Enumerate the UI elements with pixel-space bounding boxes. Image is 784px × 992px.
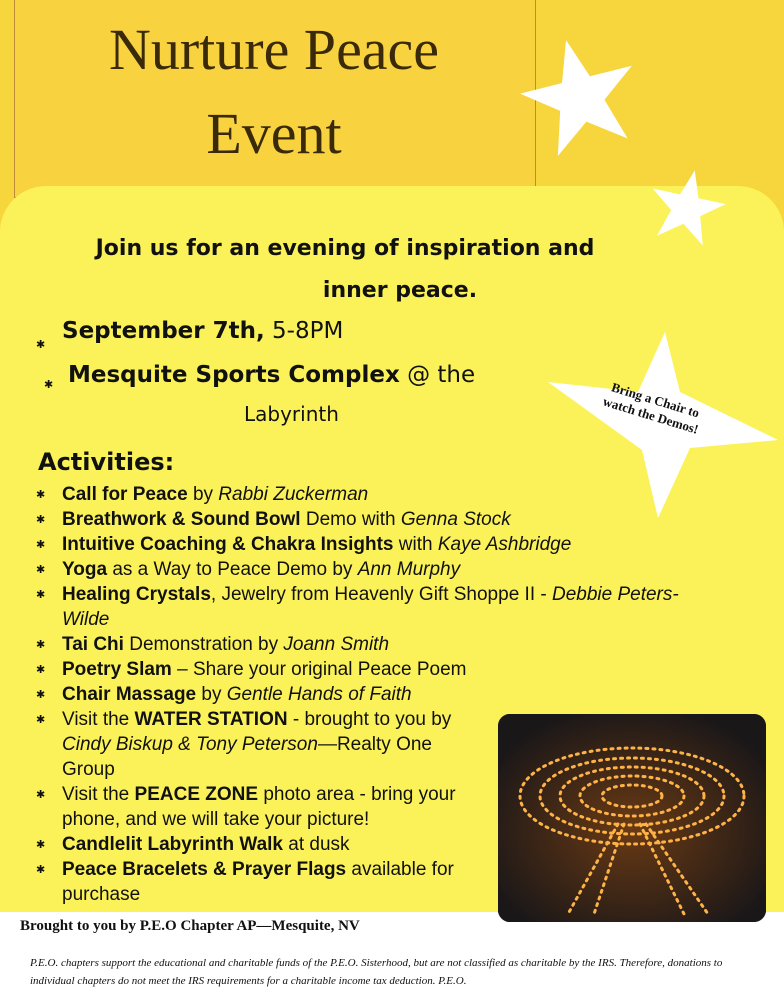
chair-note: Bring a Chair to watch the Demos! — [601, 379, 702, 437]
small-star-icon — [648, 168, 726, 246]
activity-bold: Yoga — [62, 559, 108, 580]
fine-print: P.E.O. chapters support the educational and charitable funds of the P.E.O. Sisterhood, but are not classified as charitable by the IRS. Therefore, donations to individual chapters do not meet the IRS requirements for a charitable income tax deduction. P.E.O. — [30, 957, 723, 987]
event-date — [62, 318, 343, 344]
activity-suffix: —Realty One Group — [62, 734, 432, 780]
event-location — [68, 362, 475, 388]
activity-item — [36, 482, 736, 507]
bullet-icon: ✱ — [36, 589, 46, 601]
candlelit-labyrinth-photo — [498, 714, 766, 922]
activity-person: Gentle Hands of Faith — [226, 684, 412, 705]
brought-by-line: Brought to you by P.E.O Chapter AP—Mesquite, NV — [20, 918, 360, 934]
bullet-icon: ✱ — [36, 789, 46, 801]
activity-text: photo area - bring your phone, and we will take your picture! — [62, 784, 456, 830]
bullet-icon: ✱ — [36, 664, 46, 676]
activity-text: - brought to you by — [287, 709, 452, 730]
intro-line-1: Join us for an evening of inspiration and — [95, 236, 595, 261]
activity-text: with — [393, 534, 438, 555]
activity-item — [36, 682, 736, 707]
activity-bold: Healing Crystals — [62, 584, 211, 605]
activity-person: Ann Murphy — [357, 559, 461, 580]
bullet-icon: ✱ — [36, 564, 46, 576]
title-line-2: Event — [206, 101, 342, 166]
activity-bold: WATER STATION — [134, 709, 288, 730]
activity-text: Demonstration by — [123, 634, 284, 655]
activity-item — [36, 582, 722, 632]
location-at: @ the — [399, 362, 476, 388]
activity-person: Kaye Ashbridge — [437, 534, 572, 555]
title-line-1: Nurture Peace — [108, 17, 440, 82]
bullet-icon: ✱ — [36, 514, 46, 526]
activity-text: by — [196, 684, 227, 705]
activity-bold: Poetry Slam — [62, 659, 172, 680]
activity-bold: Chair Massage — [62, 684, 197, 705]
bullet-icon: ✱ — [36, 489, 46, 501]
bullet-icon: ✱ — [36, 639, 46, 651]
intro-line-2: inner peace. — [322, 278, 478, 303]
bullet-icon: ✱ — [36, 539, 46, 551]
activity-text: available for purchase — [62, 859, 454, 905]
activities-heading: Activities: — [38, 448, 175, 476]
activity-item — [36, 707, 482, 782]
activity-person: Joann Smith — [283, 634, 390, 655]
activity-item — [36, 857, 482, 907]
activity-item — [36, 507, 736, 532]
activity-person: Debbie Peters-Wilde — [62, 584, 679, 630]
activity-item — [36, 532, 736, 557]
activity-item — [36, 657, 736, 682]
activity-text: by — [187, 484, 219, 505]
bullet-icon: ✱ — [36, 864, 46, 876]
activity-text: – Share your original Peace Poem — [171, 659, 467, 680]
activity-person: Cindy Biskup & Tony Peterson — [62, 734, 318, 755]
activity-person: Rabbi Zuckerman — [218, 484, 369, 505]
labyrinth-candles-image — [498, 714, 766, 922]
activity-item — [36, 632, 736, 657]
activity-bold: Peace Bracelets & Prayer Flags — [62, 859, 347, 880]
bullet-icon: ✱ — [36, 839, 46, 851]
activity-text: at dusk — [283, 834, 350, 855]
bullet-icon: ✱ — [36, 339, 46, 351]
location-bold: Mesquite Sports Complex — [68, 362, 400, 388]
activity-item — [36, 557, 736, 582]
bullet-icon: ✱ — [36, 689, 46, 701]
bullet-icon: ✱ — [44, 379, 54, 391]
star-icon — [520, 36, 640, 156]
activity-bold: PEACE ZONE — [134, 784, 259, 805]
activity-text: as a Way to Peace Demo by — [107, 559, 358, 580]
activity-bold: Intuitive Coaching & Chakra Insights — [62, 534, 394, 555]
activity-prefix: Visit the — [62, 709, 135, 730]
activity-prefix: Visit the — [62, 784, 135, 805]
activity-text: , Jewelry from Heavenly Gift Shoppe II - — [210, 584, 552, 605]
bullet-icon: ✱ — [36, 714, 46, 726]
activity-item — [36, 782, 482, 832]
date-bold: September 7th, — [62, 318, 265, 344]
activity-person: Genna Stock — [400, 509, 511, 530]
activity-bold: Call for Peace — [62, 484, 188, 505]
location-line-2: Labyrinth — [244, 402, 339, 426]
activity-text: Demo with — [300, 509, 401, 530]
activity-bold: Breathwork & Sound Bowl — [62, 509, 301, 530]
intro-text — [40, 228, 650, 312]
activity-bold: Candlelit Labyrinth Walk — [62, 834, 283, 855]
event-title — [14, 8, 534, 176]
date-time: 5-8PM — [264, 318, 344, 344]
activity-bold: Tai Chi — [62, 634, 124, 655]
